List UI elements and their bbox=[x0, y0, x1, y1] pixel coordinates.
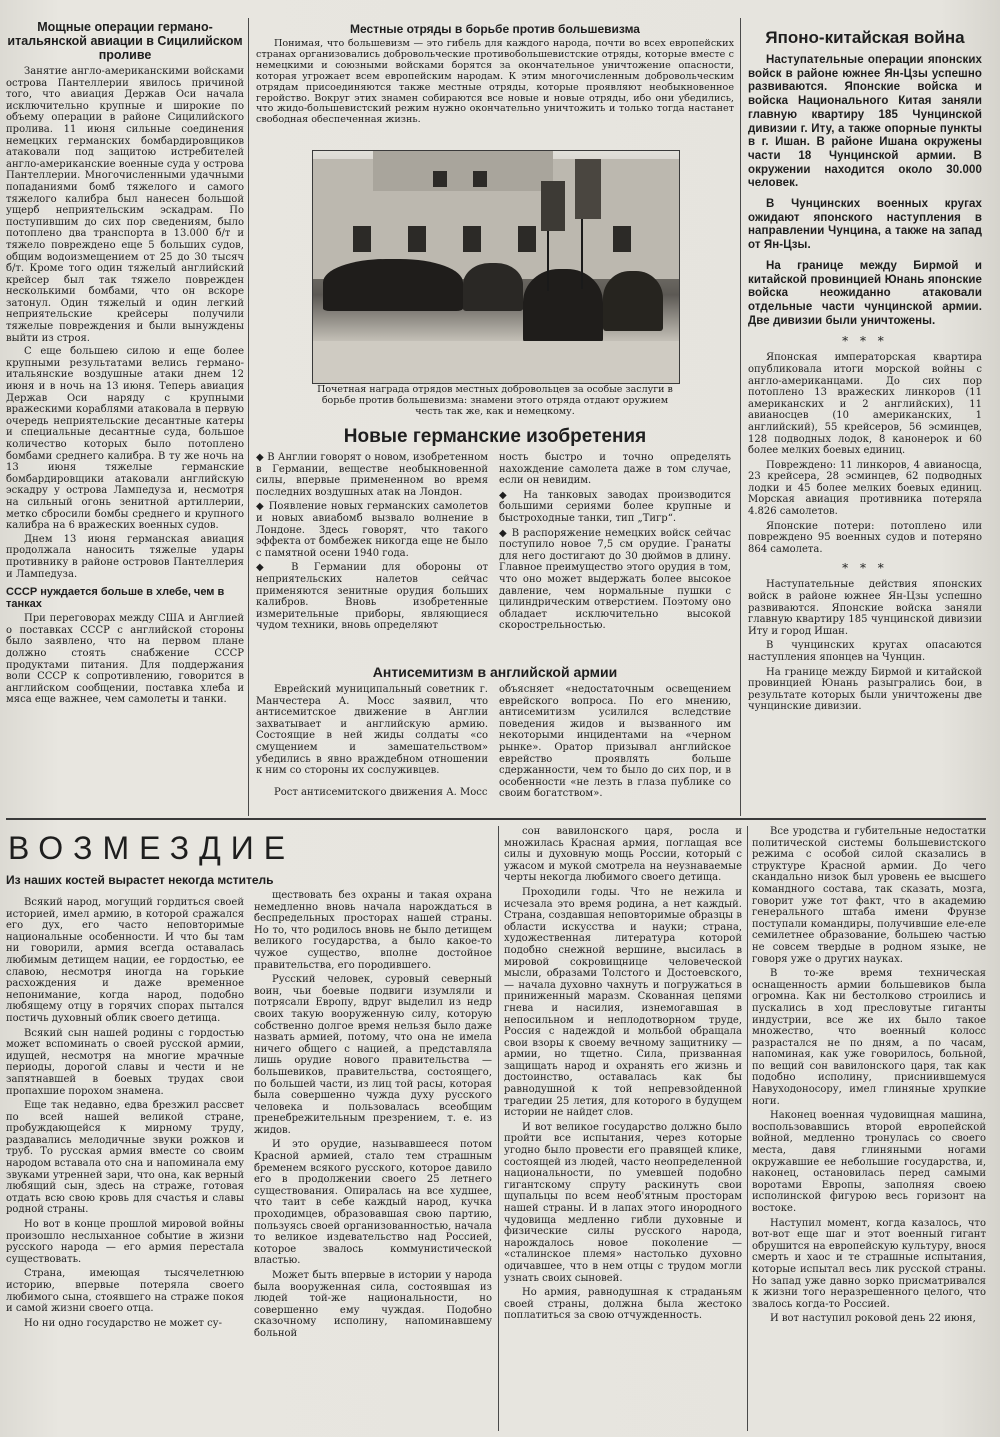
paragraph: Повреждено: 11 линкоров, 4 авианосца, 23 крейсера, 28 эсминцев, 62 подводных лодки и 45 более мелких боевых единиц. Морская авиация противника потеряла 4.826 самолетов. bbox=[748, 459, 982, 518]
inventions-left bbox=[256, 452, 488, 632]
paragraph bbox=[499, 528, 731, 632]
bullet-diamond-icon: ◆ bbox=[499, 489, 524, 501]
article-local-detachments bbox=[256, 22, 734, 146]
article-title: Антисемитизм в английской армии bbox=[372, 664, 618, 680]
paragraph-text: В Англии говорят о новом, изобретенном в Германии, веществе необыкновенной силы, впервые примененном во время последних воздушных атак на Лондон. bbox=[256, 452, 488, 498]
article-japan-china bbox=[748, 28, 982, 818]
paragraph: На границе между Бирмой и китайской провинцией Юнань японские войска неожиданно атаковали отдельные части чунцинской армии. Две дивизии были уничтожены. bbox=[748, 259, 982, 327]
paragraph-text: В Германии для обороны от неприятельских налетов сейчас применяются зенитные орудия больших калибров. Вновь изобретенные измерительные приборы, являющиеся чудом техники, вновь определяют bbox=[256, 562, 488, 632]
headline: ВОЗМЕЗДИЕ bbox=[8, 830, 296, 866]
article-title-bread: СССР нуждается больше в хлебе, чем в танках bbox=[6, 586, 225, 611]
paragraph: В чунцинских кругах опасаются наступления японцев на Чунцин. bbox=[748, 640, 982, 664]
paragraph: сон вавилонского царя, росла и множилась Красная армия, поглащая все силы и духовную мощь России, который с ужасом и мукой смотрела на неузнаваемые черты некогда любимого своего детища. bbox=[504, 826, 742, 884]
paragraph: В то-же время техническая оснащенность армии большевиков была огромна. Как ни бестолково строились и пускались в ход пресловутые гиганты индустрии, все же их было такое множество, что военный колосс разрастался не по дням, а по часам, напоминая, как уже говорилось, больной, по вещий сон вавилонского царя, так как подобно исполину, присниившемуся Навуходоносору, имел глиняные хрупкие ноги. bbox=[752, 968, 986, 1107]
paragraph: Японские потери: потоплено или повреждено 95 военных судов и потеряно 864 самолета. bbox=[748, 520, 982, 555]
section-rule bbox=[6, 818, 986, 820]
paragraph: Русский человек, суровый северный воин, чьи боевые подвиги изумляли и потрясали Европу, вдруг выделил из недр своих такую вооруженную силу, которую собственно долгое время нельзя было даже назвать армией, потому, что она не имела ничего общего с нацией, а представляла лишь орудие нового правительства — большевиков, правительства, состоящего, по большей части, из лиц той расы, которая была совершенно чужда духу русского человека и пользовалась всеобщим пренебрежительным презрением, т. е. из жидов. bbox=[254, 974, 492, 1136]
article-sicily bbox=[6, 20, 244, 820]
paragraph bbox=[499, 490, 731, 525]
separator-stars-2: * * * bbox=[842, 561, 888, 576]
paragraph: Наступил момент, когда казалось, что вот-вот еще шаг и этот военный гигант обрушится на европейскую культуру, внося смерть и хаос и те страшные испытания, которые испытал весь лик русской страны. Но запад уже давно зорко присматривался к жизни того неразрешенного целого, что звалось когда-то Россией. bbox=[752, 1217, 986, 1310]
article-title: Местные отряды в борьбе против большевизма bbox=[350, 22, 640, 36]
paragraph: Но вот в конце прошлой мировой войны произошло неслыханное событие в жизни русского народа — его армия перестала существовать. bbox=[6, 1219, 244, 1265]
column-divider bbox=[248, 18, 249, 816]
article-body bbox=[504, 826, 742, 1322]
paragraph: Всякий сын нашей родины с гордостью может вспоминать о своей русской армии, идущей, несмотря на многие мрачные периоды, дорогой славы и чести и не запятнавшей в боевых трудах свои пропахшие порохом знамена. bbox=[6, 1027, 244, 1097]
article-title: Японо-китайская война bbox=[765, 28, 965, 47]
paragraph: Страна, имеющая тысячелетнюю историю, впервые потеряла своего любимого сына, стоявшего на страже покоя и самой жизни своего отца. bbox=[6, 1268, 244, 1315]
paragraph: На границе между Бирмой и китайской провинцией Юнань разыгрались бои, в результате которых были уничтожены две чунцинские дивизии. bbox=[748, 666, 982, 713]
article-title: Мощные операции германо-итальянской авиации в Сицилийском проливе bbox=[7, 20, 243, 62]
paragraph: Но армия, равнодушная к страданьям своей страны, должна была жестоко поплатиться за свою отчужденность. bbox=[504, 1287, 742, 1322]
paragraph: Все уродства и губительные недостатки политической системы большевистского режима с особой силой сказались в структуре Красной армии. До чего скандально низок был уровень ее высшего командного состава, так сказать, мозга, говорит уже тот факт, что в академию генерального штаба имени Фрунзе поступали командиры, получившие еле-еле семилетнее образование, большею частью не совсем твердые в родном языке, не говоря уже о других науках. bbox=[752, 826, 986, 965]
paragraph bbox=[256, 452, 488, 498]
paragraph: И это орудие, называвшееся потом Красной армией, стало тем страшным бременем всякого русского, которое давило его в продолжении своего 25 летнего существования. Опиралась на все худшее, что таит в себе каждый народ, кучка проходимцев, образовавшая свою партию, пользуясь своей организованностью, начала то великое издевательство над Россией, которое звалось коммунистической властью. bbox=[254, 1139, 492, 1267]
paragraph: И вот наступил роковой день 22 июня, bbox=[770, 1313, 976, 1325]
paragraph: Всякий народ, могущий гордиться своей историей, имел армию, в которой сражался его дух, его часто неповторимые национальные особенности. И что бы там ни говорили, армия всегда оставалась любимым детищем нации, ее гордостью, ее славою, несмотря иногда на горькие расхождения и даже временное непонимание, когда народ, подобно любящему отцу в горячих спорах пытался постичь духовный облик своего детища. bbox=[6, 897, 244, 1024]
paragraph-text: Появление новых германских самолетов и новых авиабомб вызвало волнение в Лондоне. Здесь говорят, что такого эффекта от бомбежек никогда еще не было с памятной осени 1940 года. bbox=[256, 501, 488, 559]
article-antisemitism bbox=[256, 664, 734, 814]
paragraph bbox=[256, 501, 488, 559]
article-body bbox=[6, 897, 244, 1329]
subtitle: Из наших костей вырастет некогда мститель bbox=[6, 873, 274, 887]
paragraph: С еще большею силою и еще более крупными результатами велись германо-итальянские воздушные атаки днем 12 июня и в ночь на 13 июня. Теперь авиация Держав Оси наряду с крупными вражескими кораблями атаковала в первую очередь неприятельские десантные катеры и специальные десантные суда, большое количество которых было потоплено бомбами среднего калибра. В ту же ночь на 13 июня тяжелые германские бомбардировщики атаковали английскую эскадру у острова Лампедуза и, несмотря на сильный огонь зенитной артиллерии, метко сбросили бомбы среднего и крупного калибра на 6 вражеских военных судов. bbox=[6, 346, 244, 532]
article-body bbox=[748, 352, 982, 555]
paragraph: Наступательные действия японских войск в районе южнее Ян-Цзы успешно развиваются. Японские войска заняли главную квартиру 185 чунцинской дивизии Иту и город Ишан. bbox=[748, 579, 982, 637]
paragraph bbox=[256, 562, 488, 632]
paragraph bbox=[499, 452, 731, 487]
article-retribution-col2 bbox=[254, 890, 492, 1431]
article-body-bread bbox=[6, 613, 244, 706]
paragraph: В Чунцинских военных кругах ожидают японского наступления в направлении Чунцина, а также на запад от Ян-Цзы. bbox=[748, 198, 982, 252]
bullet-diamond-icon: ◆ bbox=[256, 501, 269, 513]
article-body: Понимая, что большевизм — это гибель для каждого народа, почти во всех европейских странах организовались добровольческие противобольшевистские отряды, которые вместе с немецкими и союзными войсками борятся за окончательное уничтожение опасности, которая угрожает всем европейским народам. К этим многочисленным добровольческим отрядам присоединяются также местные отряды, которые проявляют необыкновенное геройство. Вокруг этих знамен собираются все новые и новые отряды, ибо они убедились, что жидо-большевистский режим нужно окончательно уничтожить и только тогда настанет свободная обеспеченная жизнь. bbox=[256, 38, 734, 126]
paragraph: Занятие англо-американскими войсками острова Пантеллерии явилось причиной того, что авиация Держав Оси начала исключительно крупные и широкие по объему операции в районе Сицилийского пролива. 11 июня сильные соединения немецких германских бомбардировщиков атаковали под защитою истребителей англо-американские военные суда у острова Пантеллерии. Многочисленными удачными попаданиями бомб тяжелого и самого тяжелого калибра был нанесен большой ущерб неприятельским эскадрам. По поступившим до сих пор сведениям, было потоплено два транспорта в 13.000 б/т и тяжело повреждено еще 5 больших судов, общим водоизмещением от 25 до 30 тысяч б/т. Кроме того один тяжелый английский крейсер был так тяжело поврежден несколькими бомбами, что он вскоре затонул. Один тяжелый и один легкий неприятельские крейсеры получили тяжелые повреждения и были вынуждены выйти из строя. bbox=[6, 66, 244, 344]
article-body bbox=[752, 826, 986, 1325]
paragraph: При переговорах между США и Англией о поставках СССР с английской стороны было заявлено, что на первом плане должно стоять снабжение СССР продуктами питания. Для поддержания воли СССР к сопротивлению, говорится в английском сообщении, поставка хлеба и мяса еще важнее, чем самолеты и танки. bbox=[6, 613, 244, 706]
inventions-right bbox=[499, 452, 731, 632]
bullet-diamond-icon: ◆ bbox=[499, 527, 512, 539]
article-title: Новые германские изобретения bbox=[343, 426, 647, 447]
paragraph: Может быть впервые в истории у народа была вооруженная сила, состоявшая из людей той-же национальности, но совершенно ему чуждая. Подобно сказочному исполину, напоминавшему больной bbox=[254, 1270, 492, 1339]
article-retribution-col1 bbox=[6, 826, 296, 1431]
article-retribution-col4 bbox=[752, 826, 986, 1431]
bullet-diamond-icon: ◆ bbox=[256, 562, 292, 574]
paragraph: Проходили годы. Что не нежила и исчезала это время родина, а нет каждый. Страна, создавшая неповторимые образцы в области искусства и науки; страна, художественная литература которой подобно снежной вершине, высилась в мировой сокровищнице человеческой мысли, образами Толстого и Достоевского, — начала духовно чахнуть и погружаться в приниженный маразм. Скованная цепями гнева и насилия, изнемогавшая в непосильном и неплодотворном труде, Россия с надеждой и мольбой обращала свои взоры к своему вечному защитнику — армии, но тщетно. Сила, призванная защищать народ и охранять его жизнь и достоинство, оставалась как бы равнодушной к той непревзойденной трагедии 25 летия, для которого в будущем истории не найдет слов. bbox=[504, 886, 742, 1119]
bullet-diamond-icon: ◆ bbox=[256, 452, 268, 463]
column-divider bbox=[498, 826, 499, 1431]
antisemitism-left: Еврейский муниципальный советник г. Манчестера А. Мосс заявил, что антисемитское движение в Англии захватывает и английскую армию. Состоящие в ней жиды солдаты «со смущением и замешательством» убедились в явно враждебном отношении к ним со стороны их сослуживцев. bbox=[256, 684, 488, 777]
article-inventions bbox=[256, 426, 734, 666]
paragraph: Но ни одно государство не может су- bbox=[24, 1317, 222, 1329]
paragraph-text: В распоряжение немецких войск сейчас поступило новое 7,5 см орудие. Гранаты для него достигают до 30 дюймов в длину. Главное преимущество этого орудия в том, что оно может выдержать более высокое давление, чем нормальные пушки с цилиндрическим отверстием. Поэтому оно обладает исключительно высокой скорострельностью. bbox=[499, 527, 731, 632]
antisemitism-left-end: Рост антисемитского движения А. Мосс bbox=[274, 786, 488, 798]
article-retribution-col3 bbox=[504, 826, 742, 1431]
column-divider bbox=[747, 826, 748, 1431]
photo-caption: Почетная награда отрядов местных добровольцев за особые заслуги в борьбе против большевизма: знамени этого отряда отдают оружием честь так же, как и немецкому. bbox=[317, 384, 673, 417]
photo-parade bbox=[312, 150, 680, 384]
antisemitism-right: объясняет «недостаточным освещением еврейского вопроса. По его мнению, антисемитизм усилился вследствие поведения жидов и вызванного им некоторыми инцидентами на «черном рынке». Оратор призывал английское еврейство проявлять больше сдержанности, чем то было до сих пор, и в особенности «не лезть в глаза публике со своим богатством». bbox=[499, 684, 731, 800]
paragraph: Днем 13 июня германская авиация продолжала наносить тяжелые удары противнику в районе островов Пантеллерия и Лампедуза. bbox=[6, 533, 244, 580]
paragraph: Наступательные операции японских войск в районе южнее Ян-Цзы успешно развиваются. Японские войска и войска Национального Китая заняли главную квартиру 185 Чунцинской дивизии г. Иту, а также опорные пункты в г. Ишан. В районе Ишана окружены части 18 Чунцинской армии. В окружении находится около 30.000 человек. bbox=[748, 54, 982, 190]
article-body bbox=[254, 890, 492, 1340]
column-divider bbox=[740, 18, 741, 816]
paragraph-text: ность быстро и точно определять нахождение самолета даже в том случае, если он невидим. bbox=[499, 452, 731, 487]
paragraph: ществовать без охраны и такая охрана немедленно вновь начала нарождаться в беспредельных просторах нашей страны. Но то, что родилось вновь не было детищем великого государства, а было какое-то чужое существо, вполне достойное правительства, его породившего. bbox=[254, 890, 492, 971]
paragraph: Еще так недавно, едва брезжил рассвет по всей нашей великой стране, пробуждающейся к мирному труду, раздавались мелодичные звуки рожков и труб. То русская армия вместе со своим народом вставала ото сна и напоминала ему звуками утренней зари, что она, как верный любящий сын, здесь на страже, готовая отдать всю свою кровь для счастья и славы родной страны. bbox=[6, 1100, 244, 1216]
article-body-2 bbox=[748, 579, 982, 713]
separator-stars: * * * bbox=[842, 334, 888, 349]
paragraph: И вот великое государство должно было пройти все испытания, через которые угодно было провести его правящей клике, состоящей из людей, часто неопределенной национальности, по умевшей подобно гигантскому спруту раскинуть свои щупальцы по всем необ'ятным просторам нашей страны. И в лапах этого инородного чудовища медленно гибли духовные и физические силы русского народа, нарождалось новое поколение — «сталинское племя» настолько духовно одичавшее, что в нем отцы с трудом могли узнать своих сыновей. bbox=[504, 1121, 742, 1284]
article-body bbox=[6, 66, 244, 580]
paragraph: Японская императорская квартира опубликовала итоги морской войны с англо-американцами. До сих пор потоплено 13 вражеских линкоров (11 американских и 2 английских), 11 авианосцев (10 американских, 1 английский), 55 крейсеров, 56 эсминцев, 128 подводных лодок, 8 канонерок и 60 более мелких боевых единиц. bbox=[748, 352, 982, 457]
paragraph-text: На танковых заводах производится большими сериями более крупные и быстроходные танки, тип „Тигр“. bbox=[499, 489, 732, 524]
paragraph: Наконец военная чудовищная машина, воспользовавшись второй европейской войной, медленно тронулась со своего места, давя глиняными ногами окружавшие ее небольшие государства, и, наконец, остановилась перед самыми воротами Европы, заполняя своею исполинской фигурою весь горизонт на востоке. bbox=[752, 1110, 986, 1214]
bold-body bbox=[748, 54, 982, 328]
